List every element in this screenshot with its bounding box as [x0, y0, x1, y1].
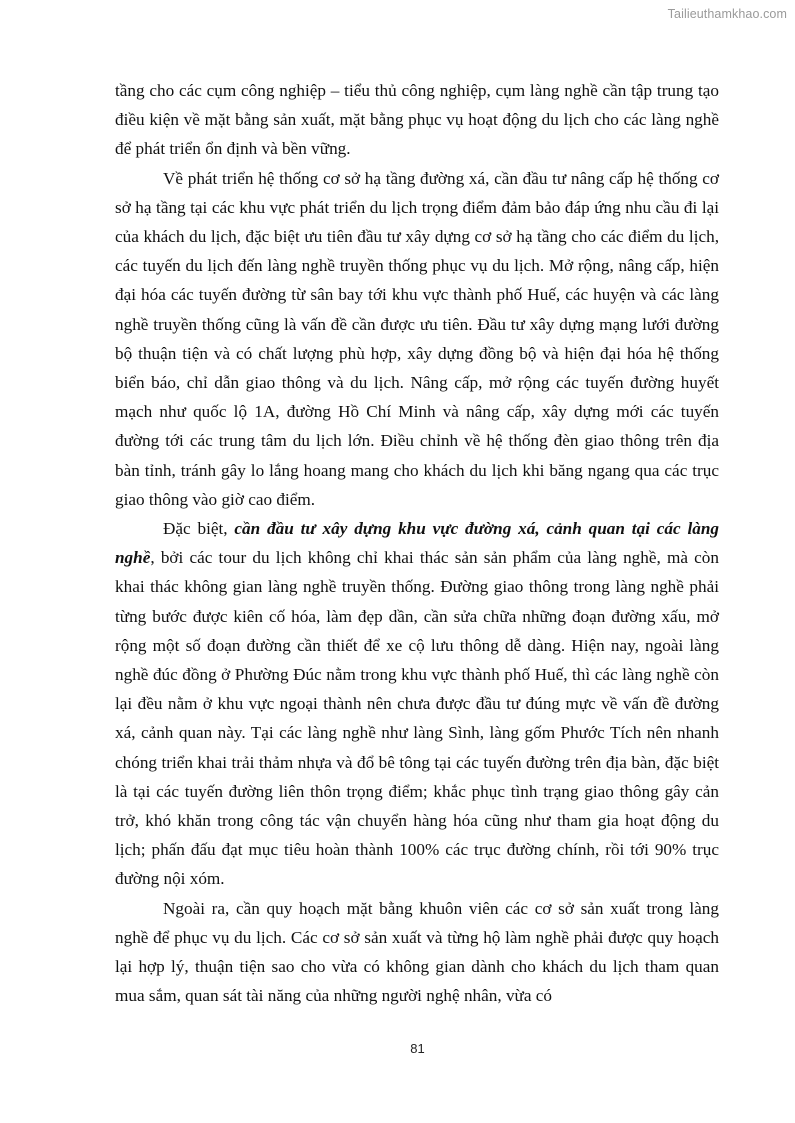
watermark-text: Tailieuthamkhao.com — [667, 7, 787, 21]
paragraph-3-lead: Đặc biệt, — [163, 519, 235, 539]
document-body — [115, 76, 719, 1011]
paragraph-2: Về phát triển hệ thống cơ sở hạ tầng đường xá, cần đầu tư nâng cấp hệ thống cơ sở hạ tầng tại các khu vực phát triển du lịch trọng điểm đảm bảo đáp ứng nhu cầu đi lại của khách du lịch, đặc biệt ưu tiên đầu tư xây dựng cơ sở hạ tầng cho các điểm du lịch, các tuyến du lịch đến làng nghề truyền thống phục vụ du lịch. Mở rộng, nâng cấp, hiện đại hóa các tuyến đường từ sân bay tới khu vực thành phố Huế, các huyện và các làng nghề truyền thống cũng là vấn đề cần được ưu tiên. Đầu tư xây dựng mạng lưới đường bộ thuận tiện và có chất lượng phù hợp, xây dựng đồng bộ và hiện đại hóa hệ thống biển báo, chỉ dẫn giao thông và du lịch. Nâng cấp, mở rộng các tuyến đường huyết mạch như quốc lộ 1A, đường Hồ Chí Minh và nâng cấp, xây dựng mới các tuyến đường tới các trung tâm du lịch lớn. Điều chỉnh về hệ thống đèn giao thông trên địa bàn tỉnh, tránh gây lo lắng hoang mang cho khách du lịch khi băng ngang qua các trục giao thông vào giờ cao điểm. — [115, 168, 719, 509]
page-number: 81 — [410, 1041, 425, 1056]
paragraph-4: Ngoài ra, cần quy hoạch mặt bằng khuôn viên các cơ sở sản xuất trong làng nghề để phục vụ du lịch. Các cơ sở sản xuất và từng hộ làm nghề phải được quy hoạch lại hợp lý, thuận tiện sao cho vừa có không gian dành cho khách du lịch tham quan mua sắm, quan sát tài năng của những người nghệ nhân, vừa có — [115, 898, 719, 1006]
paragraph-3-emphasis: cần đầu tư xây dựng khu vực đường xá, cảnh quan tại các làng nghề — [115, 519, 719, 568]
paragraph-3 — [115, 514, 719, 894]
paragraph-3-rest: , bởi các tour du lịch không chỉ khai thác sản sản phẩm của làng nghề, mà còn khai thác không gian làng nghề truyền thống. Đường giao thông trong làng nghề phải từng bước được kiên cố hóa, làm đẹp dần, cần sửa chữa những đoạn đường xấu, mở rộng một số đoạn đường cần thiết để xe cộ lưu thông dễ dàng. Hiện nay, ngoài làng nghề đúc đồng ở Phường Đúc nằm trong khu vực thành phố Huế, thì các làng nghề còn lại đều nằm ở khu vực ngoại thành nên chưa được đầu tư đúng mực về vấn đề đường xá, cảnh quan này. Tại các làng nghề như làng Sình, làng gốm Phước Tích nên nhanh chóng triển khai trải thảm nhựa và đổ bê tông tại các tuyến đường trên địa bàn, đặc biệt là tại các tuyến đường liên thôn trọng điểm; khắc phục tình trạng giao thông gây cản trở, khó khăn trong công tác vận chuyển hàng hóa cũng như tham gia hoạt động du lịch; phấn đấu đạt mục tiêu hoàn thành 100% các trục đường chính, rồi tới 90% trục đường nội xóm. — [115, 548, 719, 889]
paragraph-1: tầng cho các cụm công nghiệp – tiểu thủ công nghiệp, cụm làng nghề cần tập trung tạo điều kiện về mặt bằng sản xuất, mặt bằng phục vụ hoạt động du lịch cho các làng nghề để phát triển ổn định và bền vững. — [115, 81, 719, 159]
